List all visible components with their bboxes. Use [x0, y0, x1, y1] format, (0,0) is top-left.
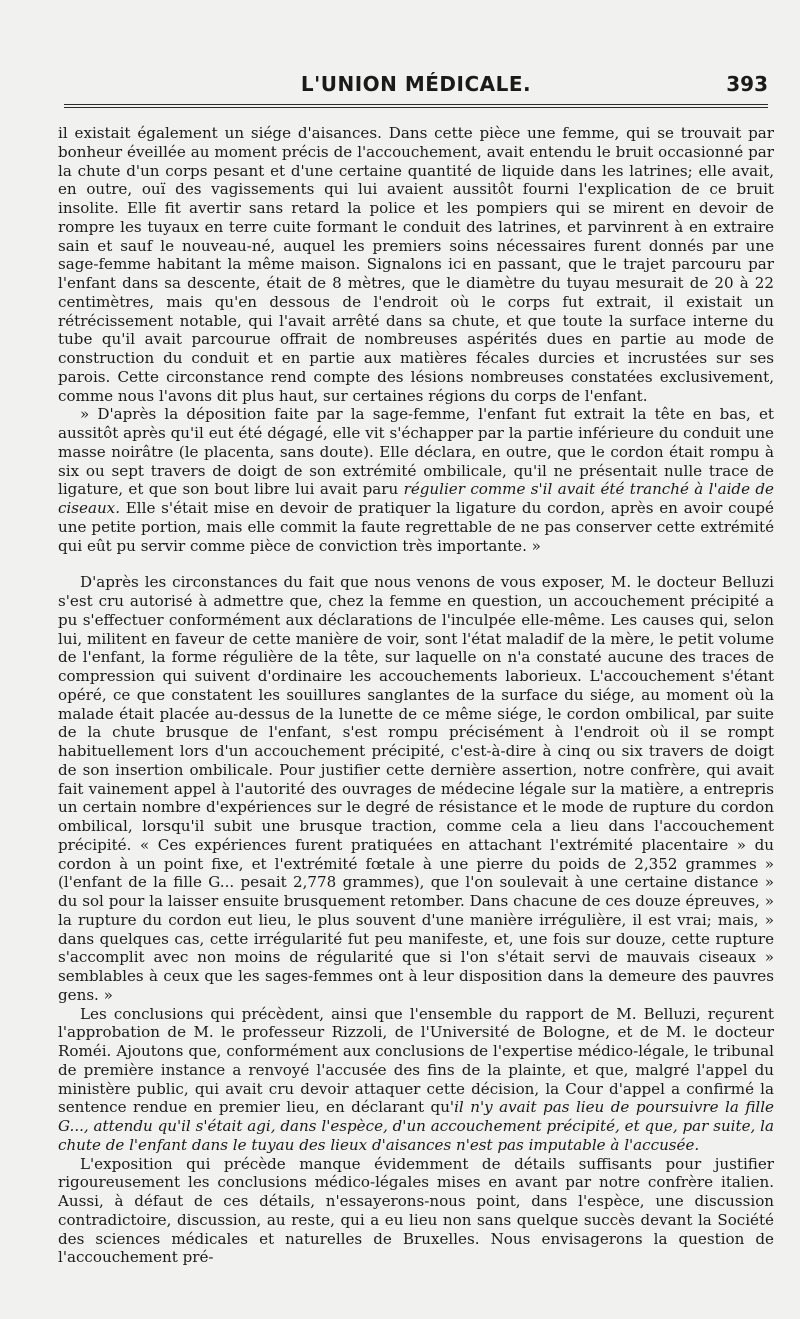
paragraph-2-italic: régulier comme s'il avait été tranché à l'aide de ciseaux. — [58, 480, 774, 517]
paragraph-5: L'exposition qui précède manque évidemment de détails suffisants pour justifier rigoureusement les conclusions médico-légales mises en avant par notre confrère italien. Aussi, à défaut de ces détails, n'essayerons-nous point, dans l'espèce, une discussion contradictoire, discussion, au reste, qui a eu lieu non sans quelque succès devant la Société des sciences médicales et naturelles de Bruxelles. Nous envisagerons la question de l'accouchement pré- — [58, 1154, 774, 1267]
paragraph-2 — [58, 405, 774, 555]
paragraph-2-text-before: » D'après la déposition faite par la sage-femme, l'enfant fut extrait la tête en bas, et aussitôt après qu'il eut été dégagé, elle vit s'échapper par la partie inférieure du conduit une masse noirâtre (le placenta, sans doute). Elle déclara, en outre, que le cordon était rompu à six ou sept travers de doigt de son extrémité ombilicale, qu'il ne présentait nulle trace de ligature, et que son bout libre lui avait paru — [58, 405, 774, 499]
body-text — [58, 124, 774, 1267]
paragraph-2-text-after: Elle s'était mise en devoir de pratiquer la ligature du cordon, après en avoir coupé une petite portion, mais elle commit la faute regrettable de ne pas conserver cette extrémité qui eût pu servir comme pièce de conviction très importante. » — [58, 499, 774, 555]
page-number: 393 — [726, 72, 768, 96]
page-header — [58, 72, 774, 102]
paragraph-4-text-before: Les conclusions qui précèdent, ainsi que l'ensemble du rapport de M. Belluzi, reçurent l'approbation de M. le professeur Rizzoli, de l'Université de Bologne, et de M. le docteur Roméi. Ajoutons que, conformément aux conclusions de l'expertise médico-légale, le tribunal de première instance a renvoyé l'accusée des fins de la plainte, et que, malgré l'appel du ministère public, qui avait cru devoir attaquer cette décision, la Cour d'appel a confirmé la sentence rendue en premier lieu, en déclarant qu' — [58, 1004, 774, 1117]
paragraph-4 — [58, 1005, 774, 1155]
running-title: L'UNION MÉDICALE. — [300, 72, 532, 96]
header-rule — [64, 104, 768, 108]
paragraph-3: D'après les circonstances du fait que nous venons de vous exposer, M. le docteur Belluzi s'est cru autorisé à admettre que, chez la femme en question, un accouchement précipité a pu s'effectuer conformément aux déclarations de l'inculpée elle-même. Les causes qui, selon lui, militent en faveur de cette manière de voir, sont l'état maladif de la mère, le petit volume de l'enfant, la forme régulière de la tête, sur laquelle on n'a constaté aucune des traces de compression qui suivent d'ordinaire les accouchements laborieux. L'accouchement s'étant opéré, ce que constatent les souillures sanglantes de la surface du siége, au moment où la malade était placée au-dessus de la lunette de ce même siége, le cordon ombilical, par suite de la chute brusque de l'enfant, s'est rompu précisément à l'endroit où il se rompt habituellement lors d'un accouchement précipité, c'est-à-dire à cinq ou six travers de doigt de son insertion ombilicale. Pour justifier cette dernière assertion, notre confrère, qui avait fait vainement appel à l'autorité des ouvrages de médecine légale sur la matière, a entrepris un certain nombre d'expériences sur le degré de résistance et le mode de rupture du cordon ombilical, lorsqu'il subit une brusque traction, comme cela a lieu dans l'accouchement précipité. « Ces expériences furent pratiquées en attachant l'extrémité placentaire » du cordon à un point fixe, et l'extrémité fœtale à une pierre du poids de 2,352 grammes » (l'enfant de la fille G... pesait 2,778 grammes), que l'on soulevait à une certaine distance » du sol pour la laisser ensuite brusquement retomber. Dans chacune de ces douze épreuves, » la rupture du cordon eut lieu, le plus souvent d'une manière irrégulière, il est vrai; mais, » dans quelques cas, cette irrégularité fut peu manifeste, et, une fois sur douze, cette rupture s'accomplit avec non moins de régularité que si l'on s'était servi de mauvais ciseaux » semblables à ceux que les sages-femmes ont à leur disposition dans la demeure des pauvres gens. » — [58, 573, 774, 1004]
paragraph-4-italic: il n'y avait pas lieu de poursuivre la fille G..., attendu qu'il s'était agi, dans l'espèce, d'un accouchement précipité, et que, par suite, la chute de l'enfant dans le tuyau des lieux d'aisances n'est pas imputable à l'accusée. — [58, 1098, 774, 1154]
paragraph-1: il existait également un siége d'aisances. Dans cette pièce une femme, qui se trouvait par bonheur éveillée au moment précis de l'accouchement, avait entendu le bruit occasionné par la chute d'un corps pesant et d'une certaine quantité de liquide dans les latrines; elle avait, en outre, ouï des vagissements qui lui avaient aussitôt fourni l'explication de ce bruit insolite. Elle fit avertir sans retard la police et les pompiers qui se mirent en devoir de rompre les tuyaux en terre cuite formant le conduit des latrines, et parvinrent à en extraire sain et sauf le nouveau-né, auquel les premiers soins nécessaires furent donnés par une sage-femme habitant la même maison. Signalons ici en passant, que le trajet parcouru par l'enfant dans sa descente, était de 8 mètres, que le diamètre du tuyau mesurait de 20 à 22 centimètres, mais qu'en dessous de l'endroit où le corps fut extrait, il existait un rétrécissement notable, qui l'avait arrêté dans sa chute, et que toute la surface interne du tube qu'il avait parcourue offrait de nombreuses aspérités dues en partie au mode de construction du conduit et en partie aux matières fécales durcies et incrustées sur ses parois. Cette circonstance rend compte des lésions nombreuses constatées exclusivement, comme nous l'avons dit plus haut, sur certaines régions du corps de l'enfant. — [58, 124, 774, 405]
